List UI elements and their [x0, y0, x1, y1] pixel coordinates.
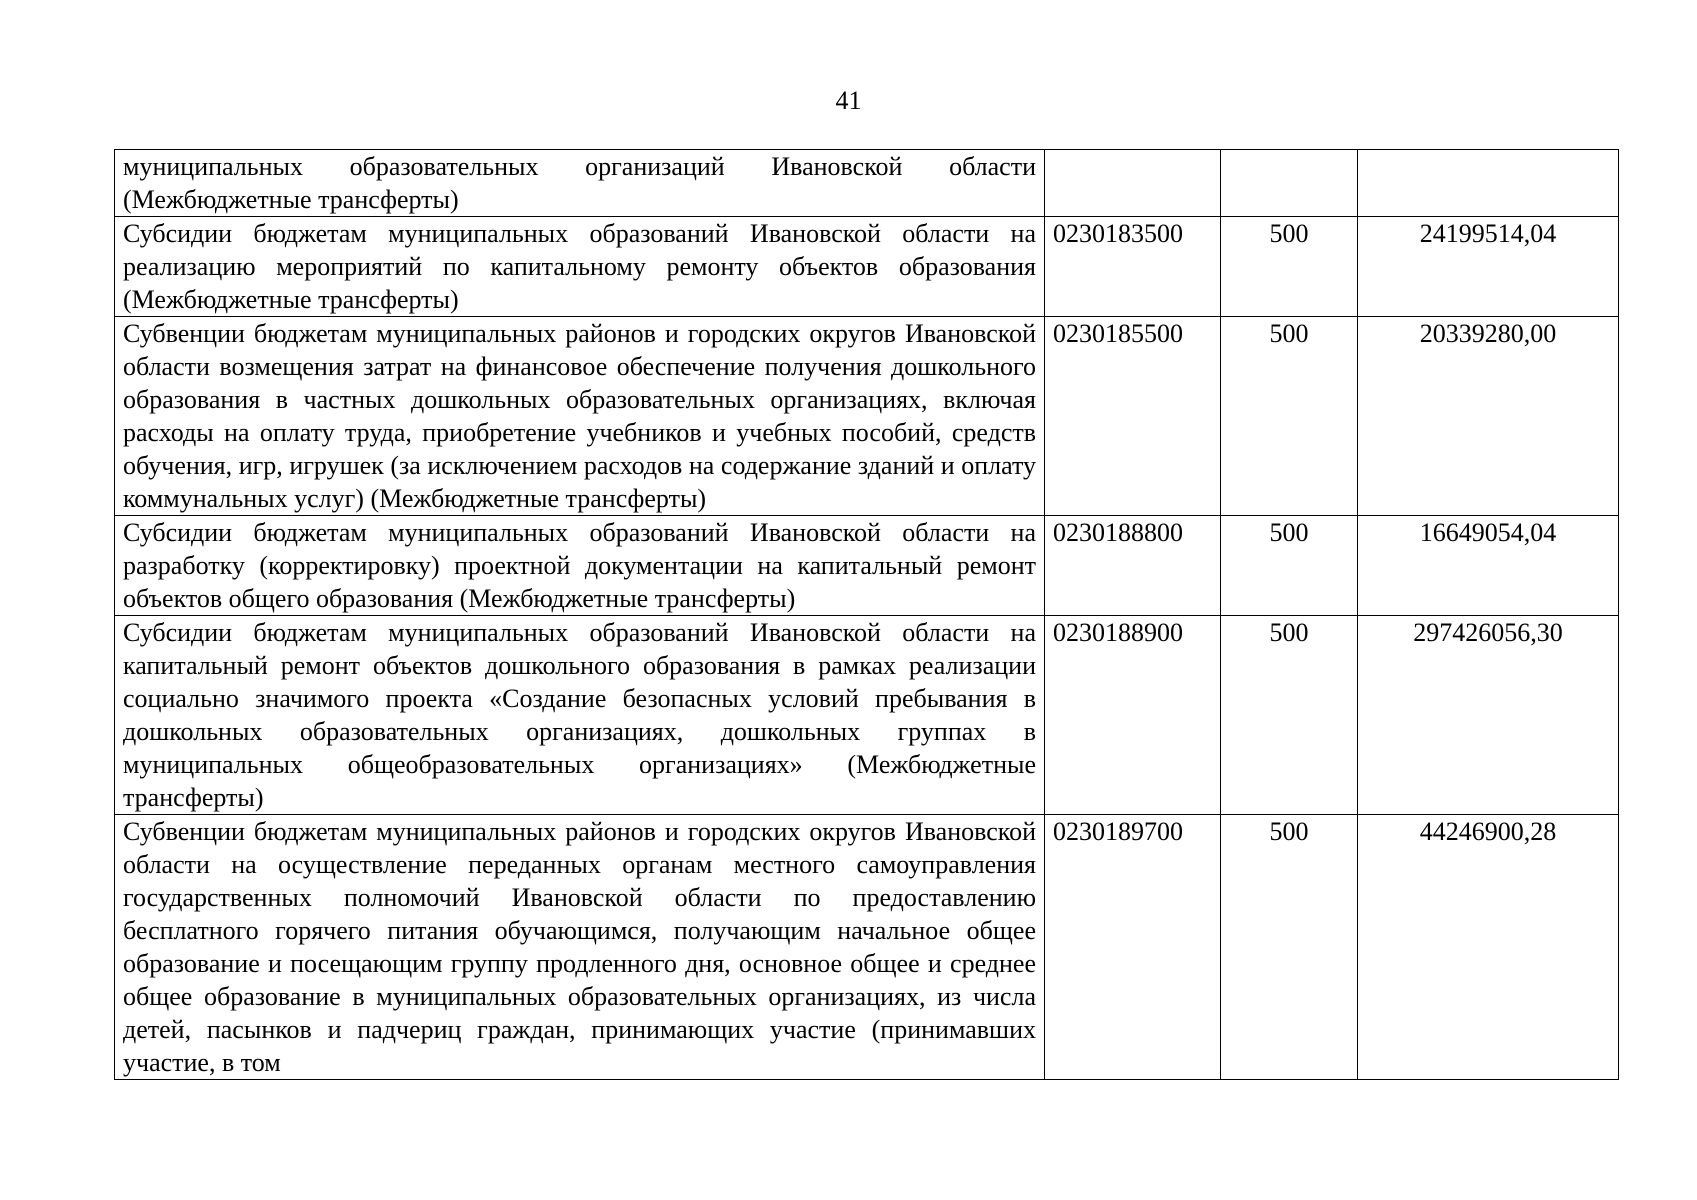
row-kind-cell: 500 — [1221, 217, 1358, 317]
row-name-cell: Субсидии бюджетам муниципальных образований Ивановской области на капитальный ремонт объектов дошкольного образования в рамках реализации социально значимого проекта «Создание безопасных условий пребывания в дошкольных образовательных организациях, дошкольных группах в муниципальных общеобразовательных организациях» (Межбюджетные трансферты) — [115, 616, 1045, 815]
row-sum-cell: 16649054,04 — [1358, 516, 1619, 616]
row-kind-cell: 500 — [1221, 516, 1358, 616]
table-row — [115, 516, 1619, 616]
row-sum-cell — [1358, 150, 1619, 217]
row-sum-cell: 24199514,04 — [1358, 217, 1619, 317]
row-code-cell: 0230185500 — [1045, 317, 1221, 516]
row-name-cell: Субсидии бюджетам муниципальных образований Ивановской области на разработку (корректировку) проектной документации на капитальный ремонт объектов общего образования (Межбюджетные трансферты) — [115, 516, 1045, 616]
row-code-cell: 0230189700 — [1045, 815, 1221, 1080]
row-kind-cell — [1221, 150, 1358, 217]
row-code-cell: 0230188900 — [1045, 616, 1221, 815]
row-code-cell: 0230188800 — [1045, 516, 1221, 616]
row-code-cell: 0230183500 — [1045, 217, 1221, 317]
row-sum-cell: 297426056,30 — [1358, 616, 1619, 815]
row-kind-cell: 500 — [1221, 317, 1358, 516]
row-name-cell: Субвенции бюджетам муниципальных районов и городских округов Ивановской области на осуществление переданных органам местного самоуправления государственных полномочий Ивановской области по предоставлению бесплатного горячего питания обучающимся, получающим начальное общее образование и посещающим группу продленного дня, основное общее и среднее общее образование в муниципальных образовательных организациях, из числа детей, пасынков и падчериц граждан, принимающих участие (принимавших участие, в том — [115, 815, 1045, 1080]
row-sum-cell: 44246900,28 — [1358, 815, 1619, 1080]
row-sum-cell: 20339280,00 — [1358, 317, 1619, 516]
table-row — [115, 217, 1619, 317]
row-code-cell — [1045, 150, 1221, 217]
row-kind-cell: 500 — [1221, 815, 1358, 1080]
row-name-cell: Субсидии бюджетам муниципальных образований Ивановской области на реализацию мероприятий по капитальному ремонту объектов образования (Межбюджетные трансферты) — [115, 217, 1045, 317]
row-name-cell: Субвенции бюджетам муниципальных районов и городских округов Ивановской области возмещения затрат на финансовое обеспечение получения дошкольного образования в частных дошкольных образовательных организациях, включая расходы на оплату труда, приобретение учебников и учебных пособий, средств обучения, игр, игрушек (за исключением расходов на содержание зданий и оплату коммунальных услуг) (Межбюджетные трансферты) — [115, 317, 1045, 516]
table-row — [115, 815, 1619, 1080]
page-number: 41 — [835, 86, 862, 115]
row-kind-cell: 500 — [1221, 616, 1358, 815]
row-name-cell: муниципальных образовательных организаций Ивановской области (Межбюджетные трансферты) — [115, 150, 1045, 217]
budget-table — [114, 149, 1619, 1080]
table-row — [115, 150, 1619, 217]
table-row — [115, 616, 1619, 815]
table-row — [115, 317, 1619, 516]
